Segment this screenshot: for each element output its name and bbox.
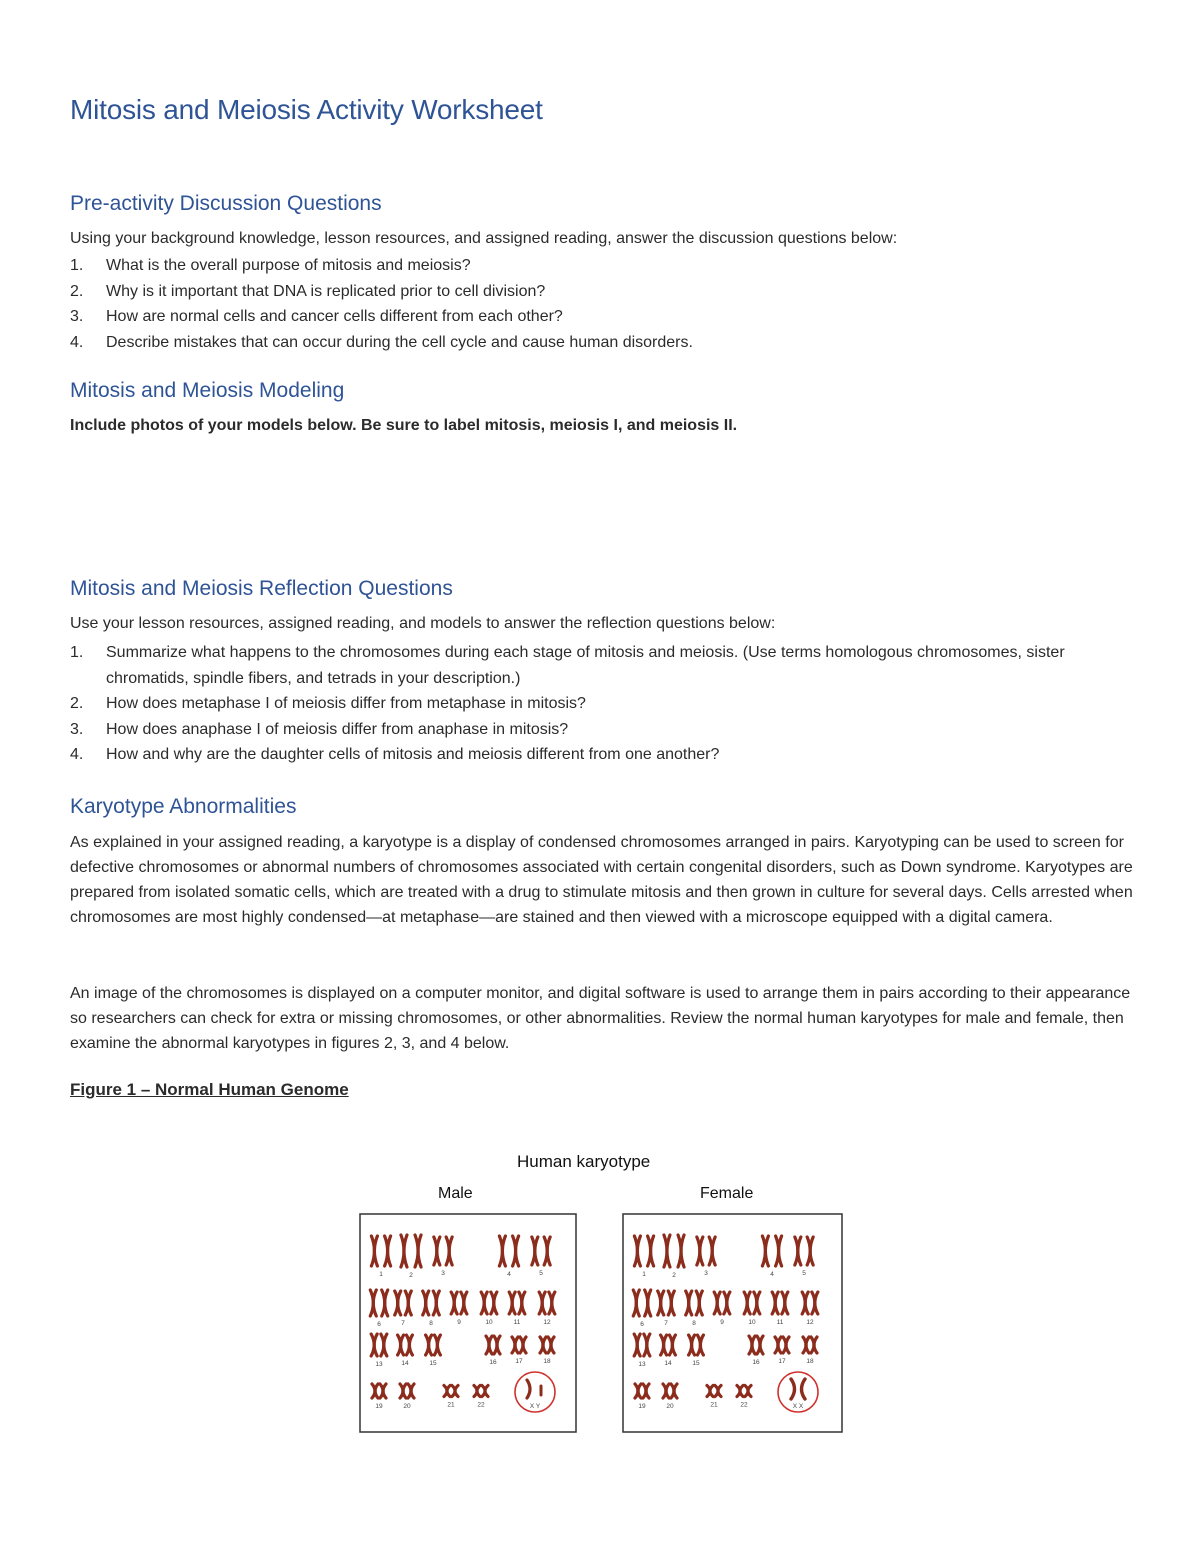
list-item: 2. How does metaphase I of meiosis differ from metaphase in mitosis? (70, 695, 586, 712)
chromosome-label: 18 (806, 1358, 814, 1365)
chromosome-label: 10 (485, 1319, 493, 1326)
list-item: 1. Summarize what happens to the chromosomes during each stage of mitosis and meiosis. (Use terms homologous chromosomes, sister chromatids, spindle fibers, and tetrads in your description.) (70, 644, 1065, 687)
chromosome-label: 11 (513, 1319, 521, 1326)
karyotype-paragraph-1: As explained in your assigned reading, a karyotype is a display of condensed chromosomes arranged in pairs. Karyotyping can be used to screen for defective chromosomes or abnormal numbers of chromosomes associated with certain congenital disorders, such as Down syndrome. Karyotypes are prepared from isolated somatic cells, which are treated with a drug to stimulate mitosis and then grown in culture for several days. Cells arrested when chromosomes are most highly condensed—at metaphase—are stained and then viewed with a microscope equipped with a digital camera. (70, 834, 1133, 926)
chromosome-label: 19 (375, 1403, 383, 1410)
chromosome-label: 5 (539, 1270, 543, 1277)
chromosome-label: 6 (377, 1321, 381, 1328)
chromosome-label: 16 (489, 1359, 497, 1366)
chromosome-label: 3 (704, 1270, 708, 1277)
sex-chromosome-label: X Y (529, 1403, 541, 1410)
female-label: Female (700, 1185, 754, 1202)
chromosome-label: 10 (748, 1319, 756, 1326)
list-item: 4. How and why are the daughter cells of mitosis and meiosis different from one another? (70, 746, 720, 763)
reflection-question-list (70, 640, 1130, 768)
karyotype-figure-title: Human karyotype (517, 1152, 651, 1171)
chromosome-label: 20 (403, 1403, 411, 1410)
chromosome-label: 22 (740, 1401, 748, 1409)
sex-chromosome-label: X X (792, 1403, 804, 1410)
chromosome-label: 15 (692, 1360, 700, 1367)
chromosome-label: 11 (776, 1319, 784, 1326)
chromosome-label: 20 (666, 1403, 674, 1410)
chromosome-label: 19 (638, 1403, 646, 1410)
list-item: 3. How does anaphase I of meiosis differ from anaphase in mitosis? (70, 720, 569, 738)
reflection-heading: Mitosis and Meiosis Reflection Questions (70, 577, 453, 600)
chromosome-label: 17 (515, 1358, 523, 1365)
chromosome-label: 22 (477, 1401, 485, 1409)
chromosome-label: 3 (441, 1270, 445, 1277)
chromosome-label: 7 (664, 1320, 668, 1327)
chromosome-label: 6 (640, 1321, 644, 1328)
chromosome-label: 2 (672, 1272, 676, 1279)
list-item: 2. Why is it important that DNA is replicated prior to cell division? (70, 282, 546, 300)
figure-1-caption: Figure 1 – Normal Human Genome (70, 1080, 349, 1099)
reflection-intro: Use your lesson resources, assigned reading, and models to answer the reflection questions below: (70, 615, 776, 632)
chromosome-label: 17 (778, 1358, 786, 1365)
chromosome-label: 21 (447, 1401, 455, 1409)
chromosome-label: 4 (770, 1271, 774, 1278)
page-title: Mitosis and Meiosis Activity Worksheet (70, 94, 543, 125)
chromosome-label: 12 (806, 1319, 814, 1326)
chromosome-label: 14 (401, 1360, 409, 1367)
chromosome-label: 4 (507, 1271, 511, 1278)
chromosome-label: 15 (429, 1360, 437, 1367)
list-item: 1. What is the overall purpose of mitosis and meiosis? (70, 257, 471, 274)
male-karyotype-panel (359, 1213, 577, 1433)
karyotype-paragraph-2: An image of the chromosomes is displayed on a computer monitor, and digital software is used to arrange them in pairs according to their appearance so researchers can check for extra or missing chromosomes, or other abnormalities. Review the normal human karyotypes for male and female, then examine the abnormal karyotypes in figures 2, 3, and 4 below. (70, 985, 1131, 1052)
female-karyotype-panel (622, 1213, 843, 1433)
chromosome-label: 9 (720, 1319, 724, 1326)
chromosome-label: 8 (692, 1320, 696, 1327)
chromosome-label: 2 (409, 1272, 413, 1279)
list-item: 4. Describe mistakes that can occur during the cell cycle and cause human disorders. (70, 333, 693, 351)
preactivity-heading: Pre-activity Discussion Questions (70, 192, 382, 215)
modeling-instruction: Include photos of your models below. Be sure to label mitosis, meiosis I, and meiosis II. (70, 417, 738, 434)
chromosome-label: 14 (664, 1360, 672, 1367)
preactivity-intro: Using your background knowledge, lesson resources, and assigned reading, answer the discussion questions below: (70, 230, 898, 247)
chromosome-label: 5 (802, 1270, 806, 1277)
preactivity-question-list (70, 253, 1130, 355)
chromosome-label: 18 (543, 1358, 551, 1365)
chromosome-label: 13 (638, 1361, 646, 1368)
chromosome-label: 7 (401, 1320, 405, 1327)
chromosome-label: 8 (429, 1320, 433, 1327)
chromosome-label: 12 (543, 1319, 551, 1326)
karyotype-heading: Karyotype Abnormalities (70, 795, 297, 818)
modeling-heading: Mitosis and Meiosis Modeling (70, 379, 345, 402)
chromosome-label: 13 (375, 1361, 383, 1368)
chromosome-label: 16 (752, 1359, 760, 1366)
male-label: Male (438, 1185, 473, 1202)
chromosome-label: 21 (710, 1401, 718, 1409)
chromosome-label: 1 (379, 1271, 383, 1278)
chromosome-label: 9 (457, 1319, 461, 1326)
list-item: 3. How are normal cells and cancer cells different from each other? (70, 308, 563, 325)
chromosome-label: 1 (642, 1271, 646, 1278)
